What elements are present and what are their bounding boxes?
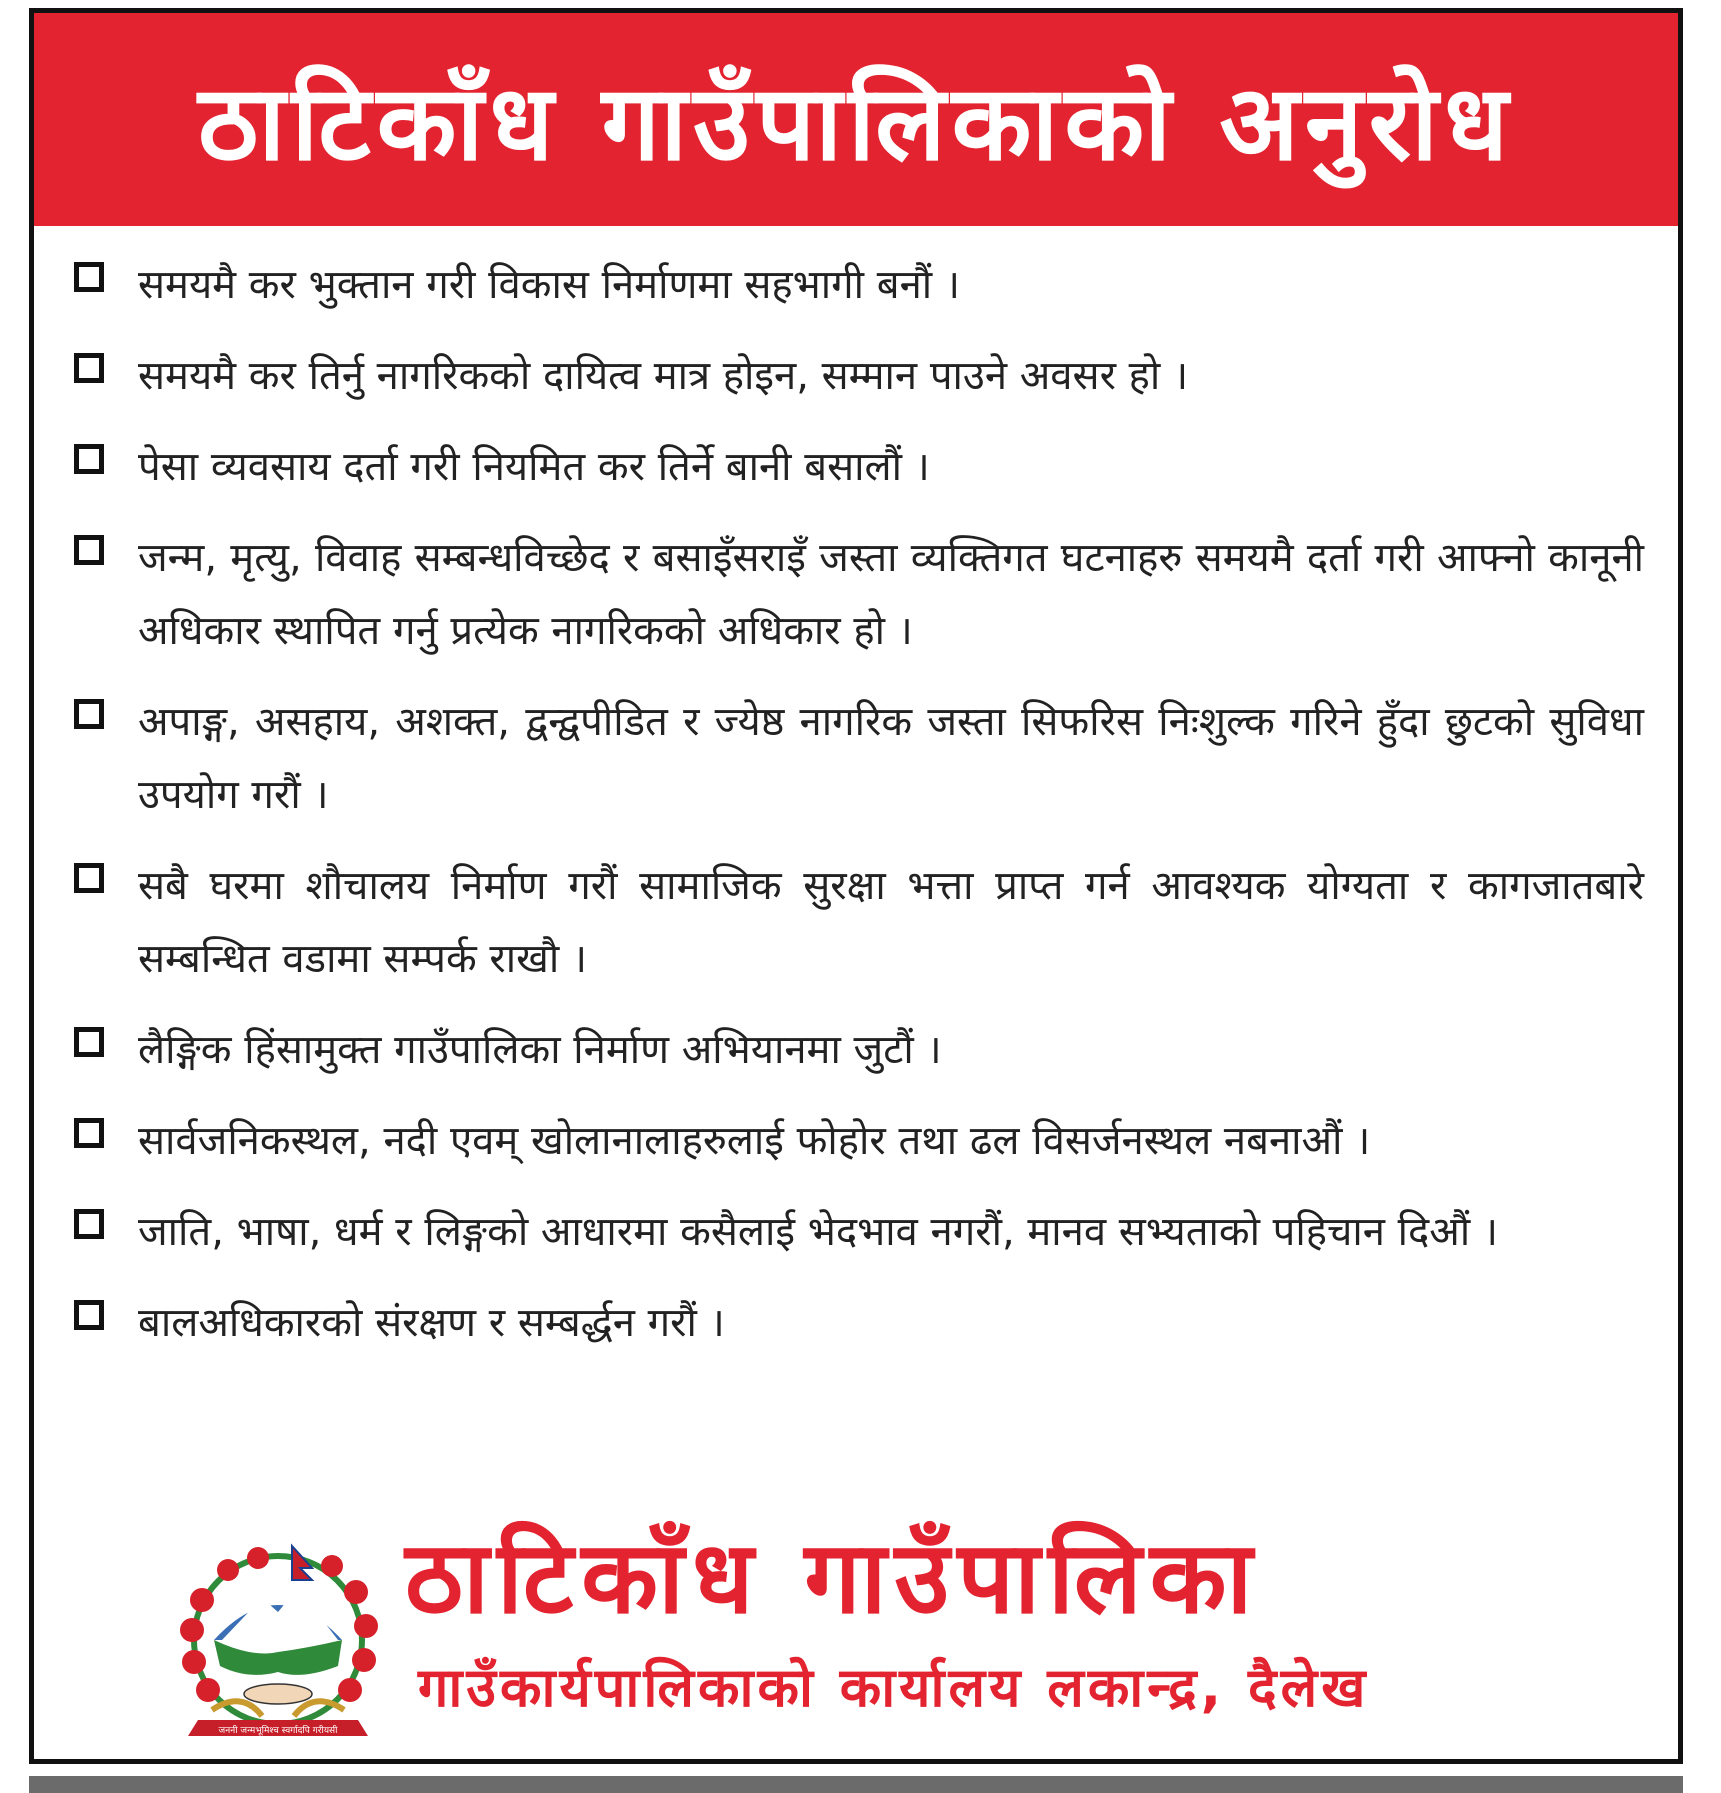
checkbox-icon (74, 1300, 104, 1330)
list-item-text: बालअधिकारको संरक्षण र सम्बर्द्धन गरौं । (138, 1300, 725, 1346)
checkbox-icon (74, 535, 104, 565)
header-banner (34, 13, 1678, 226)
checkbox-icon (74, 1027, 104, 1057)
request-list (74, 249, 1644, 1378)
list-item-text: पेसा व्यवसाय दर्ता गरी नियमित कर तिर्ने बानी बसालौं । (138, 444, 930, 490)
list-item (74, 686, 1644, 832)
list-item-text: समयमै कर तिर्नु नागरिकको दायित्व मात्र होइन, सम्मान पाउने अवसर हो । (138, 353, 1189, 399)
list-item-text: सार्वजनिकस्थल, नदी एवम् खोलानालाहरुलाई फोहोर तथा ढल विसर्जनस्थल नबनाऔं । (138, 1118, 1371, 1164)
list-item (74, 1196, 1644, 1269)
list-item-text: लैङ्गिक हिंसामुक्त गाउँपालिका निर्माण अभियानमा जुटौं । (138, 1027, 942, 1073)
bottom-strip (29, 1776, 1683, 1793)
list-item-text: जाति, भाषा, धर्म र लिङ्गको आधारमा कसैलाई भेदभाव नगरौं, मानव सभ्यताको पहिचान दिऔं । (138, 1209, 1498, 1255)
list-item-text: जन्म, मृत्यु, विवाह सम्बन्धविच्छेद र बसाइँसराइँ जस्ता व्यक्तिगत घटनाहरु समयमै दर्ता गरी आफ्नो कानूनी अधिकार स्थापित गर्नु प्रत्येक नागरिकको अधिकार हो । (138, 535, 1644, 654)
nepal-emblem-icon (142, 1540, 414, 1750)
checkbox-icon (74, 1118, 104, 1148)
mountain-icon (222, 1588, 338, 1640)
list-item-text: समयमै कर भुक्तान गरी विकास निर्माणमा सहभागी बनौं । (138, 262, 960, 308)
list-item (74, 1105, 1644, 1178)
list-item (74, 522, 1644, 668)
checkbox-icon (74, 262, 104, 292)
list-item (74, 340, 1644, 413)
checkbox-icon (74, 699, 104, 729)
list-item (74, 1287, 1644, 1360)
list-item (74, 850, 1644, 996)
checkbox-icon (74, 1209, 104, 1239)
footer-subtitle: गाउँकार्यपालिकाको कार्यालय लकान्द्र, दैलेख (418, 1656, 1370, 1719)
list-item (74, 249, 1644, 322)
list-item-text: सबै घरमा शौचालय निर्माण गरौं सामाजिक सुरक्षा भत्ता प्राप्त गर्न आवश्यक योग्यता र कागजातबारे सम्बन्धित वडामा सम्पर्क राखौ । (138, 863, 1644, 982)
footer-title: ठाटिकाँध गाउँपालिका (405, 1519, 1261, 1636)
checkbox-icon (74, 863, 104, 893)
page-title: ठाटिकाँध गाउँपालिकाको अनुरोध (197, 62, 1515, 184)
checkbox-icon (74, 353, 104, 383)
checkbox-icon (74, 444, 104, 474)
handshake-icon (244, 1684, 312, 1704)
map-icon (214, 1640, 342, 1675)
list-item-text: अपाङ्ग, असहाय, अशक्त, द्वन्द्वपीडित र ज्येष्ठ नागरिक जस्ता सिफरिस निःशुल्क गरिने हुँदा छुटको सुविधा उपयोग गरौं । (138, 699, 1644, 818)
notice-frame (29, 8, 1683, 1764)
list-item (74, 1014, 1644, 1087)
motto-text: जननी जन्मभूमिश्च स्वर्गादपि गरीयसी (218, 1726, 338, 1736)
list-item (74, 431, 1644, 504)
